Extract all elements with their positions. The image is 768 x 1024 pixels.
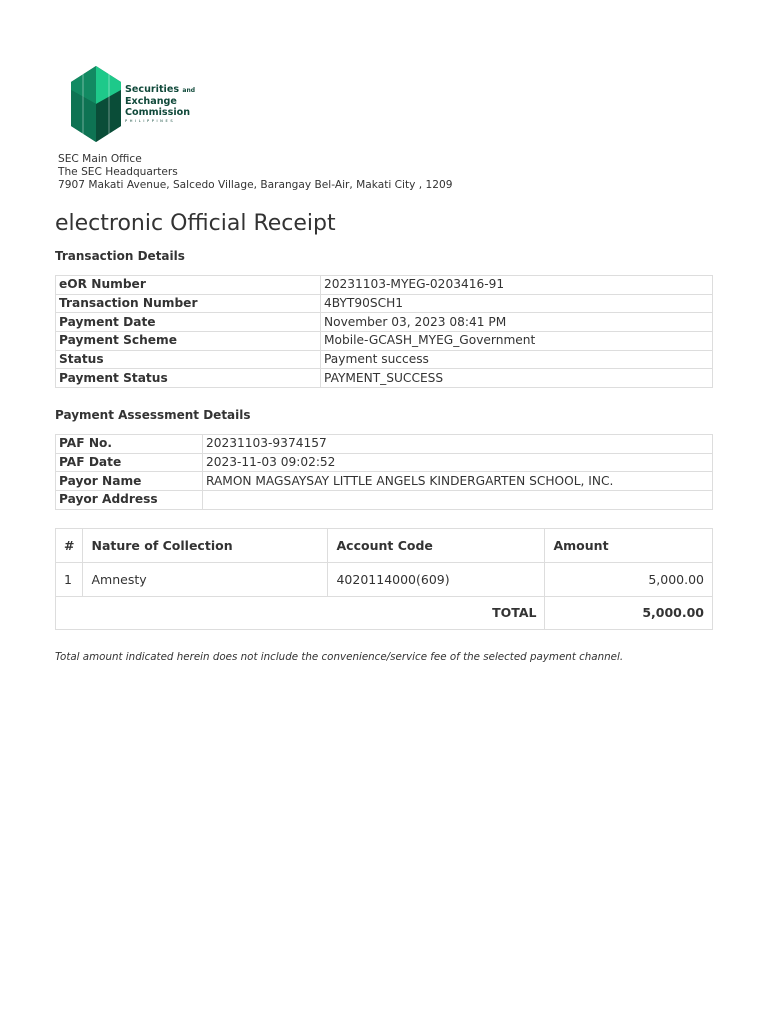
logo-line-4: PHILIPPINES [125, 119, 176, 123]
address-line-3: 7907 Makati Avenue, Salcedo Village, Barangay Bel-Air, Makati City , 1209 [58, 179, 453, 191]
row-value: 20231103-9374157 [203, 435, 713, 454]
transaction-details-heading: Transaction Details [55, 249, 185, 263]
row-value: Payment success [321, 350, 713, 369]
column-header-amount: Amount [545, 529, 713, 563]
column-header-nature: Nature of Collection [83, 529, 328, 563]
address-line-1: SEC Main Office [58, 153, 142, 165]
row-label: PAF Date [56, 453, 203, 472]
row-label: Status [56, 350, 321, 369]
table-row [56, 472, 713, 491]
row-label: Transaction Number [56, 294, 321, 313]
table-row [56, 563, 713, 597]
row-label: eOR Number [56, 276, 321, 295]
row-label: Payor Name [56, 472, 203, 491]
row-value: 2023-11-03 09:02:52 [203, 453, 713, 472]
column-header-account-code: Account Code [328, 529, 545, 563]
table-row [56, 491, 713, 510]
row-label: Payment Status [56, 369, 321, 388]
sec-logo-mark-icon [69, 64, 123, 144]
total-value: 5,000.00 [545, 596, 713, 630]
logo-line-1-small: and [182, 87, 196, 94]
office-address [58, 153, 452, 192]
logo-line-3: Commission [125, 107, 191, 118]
sec-logo [69, 64, 229, 146]
row-value: 4BYT90SCH1 [321, 294, 713, 313]
table-row [56, 294, 713, 313]
logo-line-1: Securities [125, 84, 180, 95]
row-value: November 03, 2023 08:41 PM [321, 313, 713, 332]
table-row [56, 350, 713, 369]
table-row [56, 313, 713, 332]
table-row [56, 435, 713, 454]
sec-logo-wordmark [125, 84, 195, 124]
row-value: Mobile-GCASH_MYEG_Government [321, 332, 713, 351]
table-row [56, 453, 713, 472]
row-label: PAF No. [56, 435, 203, 454]
total-label: TOTAL [56, 596, 545, 630]
transaction-details-table [55, 275, 713, 388]
table-header-row [56, 529, 713, 563]
row-label: Payment Scheme [56, 332, 321, 351]
row-label: Payment Date [56, 313, 321, 332]
item-account-code: 4020114000(609) [328, 563, 545, 597]
table-row [56, 276, 713, 295]
row-label: Payor Address [56, 491, 203, 510]
page-title: electronic Official Receipt [55, 211, 336, 236]
table-row [56, 369, 713, 388]
payment-assessment-table [55, 434, 713, 510]
total-row [56, 596, 713, 630]
logo-line-2: Exchange [125, 96, 177, 107]
column-header-number: # [56, 529, 83, 563]
row-value: PAYMENT_SUCCESS [321, 369, 713, 388]
payment-assessment-heading: Payment Assessment Details [55, 408, 251, 422]
collection-items-table [55, 528, 713, 630]
item-amount: 5,000.00 [545, 563, 713, 597]
item-nature: Amnesty [83, 563, 328, 597]
row-value [203, 491, 713, 510]
row-value: 20231103-MYEG-0203416-91 [321, 276, 713, 295]
address-line-2: The SEC Headquarters [58, 166, 178, 178]
item-number: 1 [56, 563, 83, 597]
fee-disclaimer-note: Total amount indicated herein does not include the convenience/service fee of the selected payment channel. [55, 651, 624, 663]
row-value: RAMON MAGSAYSAY LITTLE ANGELS KINDERGARTEN SCHOOL, INC. [203, 472, 713, 491]
table-row [56, 332, 713, 351]
